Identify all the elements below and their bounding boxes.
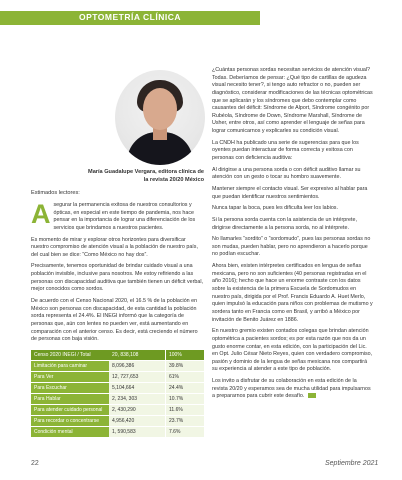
table-cell-pct: 61% bbox=[166, 372, 205, 383]
table-cell-pct: 11.6% bbox=[166, 405, 205, 416]
right-column bbox=[212, 67, 373, 405]
table-cell-value: 12, 727,653 bbox=[109, 372, 166, 383]
table-cell-value: 4,956,420 bbox=[109, 416, 166, 427]
left-paragraph: Precisamente, tenemos oportunidad de brindar cuidado visual a una población invisible, inclusive para nosotros. Me estoy refiriendo a las personas con discapacidad auditiva que también tienen un déficit verbal, mejor conocidos como sordos. bbox=[31, 263, 204, 293]
right-paragraph: La CNDH ha publicado una serie de sugerencias para que los oyentes puedan interactuar de forma correcta y exitosa con personas con deficiencia auditiva: bbox=[212, 139, 359, 162]
right-paragraph: Ahora bien, existen intérpretes certificados en lengua de señas mexicana, pero no son suficientes (40 personas registradas en el año 2016); hecho que hace un enorme contraste con los datos sobre la existencia de la primera Escuela de Sordomudos en nuestro país, dirigida por el Prof. Francis Eduardo A. Huet Merlo, quien impulsó la educación para niños con problemas de mutismo y sordera tanto en Francia como en Brasil, y arribó a México por invitación de Benito Juárez en 1886. bbox=[212, 263, 373, 323]
caption-line-2: la revista 20/20 México bbox=[143, 177, 204, 184]
table-row bbox=[31, 416, 204, 427]
table-cell-pct: 24.4% bbox=[166, 383, 205, 394]
table-cell-label: Para Escuchar bbox=[31, 383, 109, 394]
right-paragraph: Nunca tapar la boca, pues les dificulta leer los labios. bbox=[212, 205, 338, 212]
table-row bbox=[31, 350, 204, 361]
table-cell-label: Limitación para caminar bbox=[31, 361, 109, 372]
table-cell-label: Censo 2020 INEGI / Total bbox=[31, 350, 109, 361]
table-cell-label: Condición mental bbox=[31, 427, 109, 438]
table-row bbox=[31, 383, 204, 394]
right-paragraph: Al dirigirse a una persona sorda o con déficit auditivo llamar su atención con un gesto o tocar su hombro suavemente. bbox=[212, 166, 361, 181]
table-row bbox=[31, 372, 204, 383]
dropcap: A bbox=[31, 199, 51, 229]
table-cell-value: 2, 234, 303 bbox=[109, 394, 166, 405]
table-cell-value: 20, 838,108 bbox=[109, 350, 166, 361]
greeting: Estimados lectores: bbox=[31, 190, 80, 196]
section-title: OPTOMETRÍA CLÍNICA bbox=[78, 12, 182, 22]
right-paragraph: No llamarles “sordito” o “sordomudo”, pues las personas sordas no son mudas, pueden hablar, pero no aprendieron a hacerlo porque no podían escuchar. bbox=[212, 236, 371, 258]
right-paragraph: Mantener siempre el contacto visual. Ser expresivo al hablar para que puedan identificar nuestros sentimientos. bbox=[212, 185, 368, 200]
caption-line-1: María Guadalupe Vergara, editora clínica de bbox=[88, 169, 204, 175]
closing-text: Los invito a disfrutar de su colaboración en esta edición de la revista 20/20 y esperamos sea de mucha utilidad para impulsarnos a prepararnos para cubrir este desafío. bbox=[212, 378, 371, 400]
right-paragraph: En nuestro gremio existen contados colegas que brindan atención optométrica a pacientes sordos; es por esta razón que nos da un gusto enorme contar, en esta edición, con la participación del Lic. en Opt. Julio César Nieto Reyes, quien con verdadero compromiso, pasión y dominio de la lengua de señas mexicana nos compartirá su experiencia al atender a este tipo de población. bbox=[212, 328, 373, 373]
table-cell-value: 5,104,664 bbox=[109, 383, 166, 394]
first-paragraph bbox=[31, 199, 204, 233]
table-row bbox=[31, 405, 204, 416]
issue-date: Septiembre 2021 bbox=[325, 460, 379, 467]
table-cell-pct: 39.8% bbox=[166, 361, 205, 372]
photo-caption bbox=[60, 168, 204, 184]
left-paragraph: De acuerdo con el Censo Nacional 2020, el 16.5 % de la población en México son personas con discapacidad, de esta cantidad la población sorda representa el 24.4%. El INEGI informó que la categoría de personas que, aún con lentes no pueden ver, está aumentando en comparación con el anterior censo. Es decir, está creciendo el número de personas con baja visión. bbox=[31, 298, 198, 343]
right-paragraph bbox=[212, 378, 373, 401]
table-row bbox=[31, 361, 204, 372]
table-cell-value: 2, 430,290 bbox=[109, 405, 166, 416]
table-cell-pct: 7.6% bbox=[166, 427, 205, 438]
table-cell-label: Para recordar o concentrarse bbox=[31, 416, 109, 427]
right-paragraph: Si la persona sorda cuenta con la asistencia de un intérprete, dirigirse directamente a la persona sorda, no al intérprete. bbox=[212, 216, 357, 231]
table-cell-pct: 10.7% bbox=[166, 394, 205, 405]
table-row bbox=[31, 394, 204, 405]
left-paragraph: Es momento de mirar y explorar otros horizontes para diversificar nuestro compromiso de atención visual a la población de nuestro país, del cual bien se dice: “Como México no hay dos”. bbox=[31, 236, 198, 258]
left-column bbox=[31, 199, 204, 348]
page-number: 22 bbox=[31, 460, 39, 467]
first-paragraph-text: segurar la permanencia exitosa de nuestros consultorios y ópticas, en especial en este tiempo de pandemia, nos hace pensar en la importancia de lograr una diferenciación de los servicios que brindamos a nuestros pacientes. bbox=[53, 202, 196, 231]
table-cell-pct: 100% bbox=[166, 350, 205, 361]
table-cell-value: 1, 590,583 bbox=[109, 427, 166, 438]
census-table bbox=[31, 350, 204, 438]
table-cell-label: Para Hablar bbox=[31, 394, 109, 405]
right-paragraph: ¿Cuántas personas sordas necesitan servicios de atención visual? Todas. Deberíamos de pensar: ¿Qué tipo de cartillas de agudeza visual necesito tener?, si tengo auto refractor o no, pueden ser diagnóstico, considerar modificaciones de las técnicas optométricas que se aplicarán y los síndromes que debo contemplar como causantes del déficit: Síndrome de Alport, Síndrome congénito por Rubéola, Síndrome de Down, Síndrome Marshall, Síndrome de Usher, entre otros, así como aprender el lenguaje de señas para lograr comunicarnos y explicarles su condición visual. bbox=[212, 67, 373, 135]
section-header bbox=[0, 11, 260, 25]
table-cell-label: Para atender cuidado personal bbox=[31, 405, 109, 416]
table-row bbox=[31, 427, 204, 438]
table-cell-value: 8,096,386 bbox=[109, 361, 166, 372]
table-cell-label: Para Ver bbox=[31, 372, 109, 383]
table-cell-pct: 23.7% bbox=[166, 416, 205, 427]
end-mark bbox=[308, 393, 316, 398]
editor-photo bbox=[115, 70, 205, 165]
